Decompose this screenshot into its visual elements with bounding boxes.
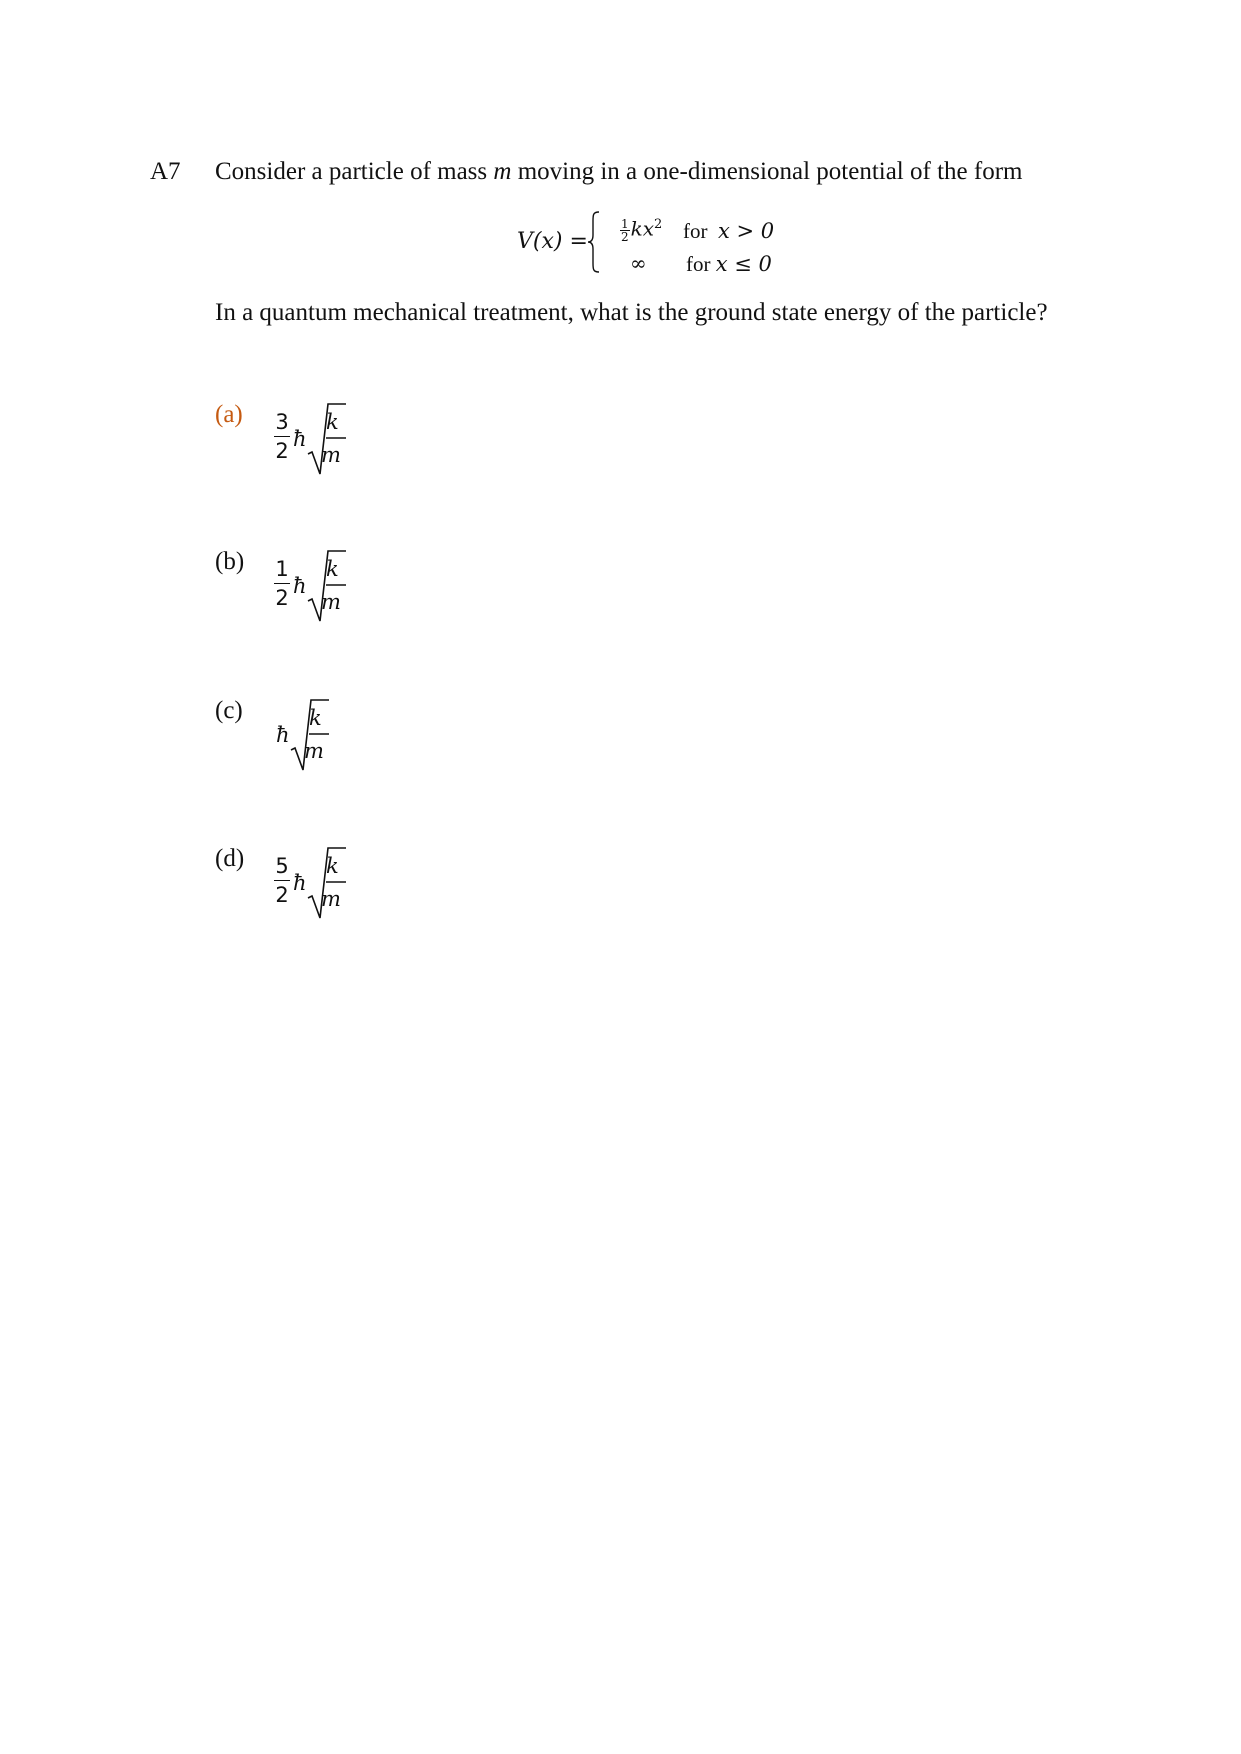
equation-case2-expression: ∞ <box>630 251 647 275</box>
stem-mass-variable: m <box>493 158 512 185</box>
question-stem <box>215 157 1022 187</box>
left-brace-icon <box>587 211 601 273</box>
equation-lhs: V(x) = <box>517 229 588 254</box>
option-d-hbar: ħ <box>293 871 307 895</box>
option-a-label[interactable]: (a) <box>215 401 243 428</box>
option-b-coefficient <box>274 557 290 610</box>
equation-case2-condition <box>686 251 772 277</box>
option-a-radicand-numerator: k <box>326 410 339 434</box>
option-b-hbar: ħ <box>293 574 307 598</box>
option-d-coef-numerator: 5 <box>275 854 289 878</box>
option-b-coef-numerator: 1 <box>275 557 289 581</box>
case1-fraction-numerator: 1 <box>621 216 629 231</box>
case2-cond-word: for <box>686 252 711 276</box>
option-b-radicand-denominator: m <box>321 590 341 614</box>
equation-case1-expression <box>620 213 662 243</box>
option-c-radicand-numerator: k <box>309 706 322 730</box>
option-b-label[interactable]: (b) <box>215 548 245 575</box>
case1-fraction <box>620 218 630 243</box>
option-b-coef-denominator: 2 <box>275 586 289 610</box>
option-a-coefficient <box>274 410 290 463</box>
option-a-hbar: ħ <box>293 427 307 451</box>
case1-expr: kx <box>630 216 655 241</box>
option-b-radicand-numerator: k <box>326 557 339 581</box>
option-c-label[interactable]: (c) <box>215 697 243 724</box>
case1-cond-word: for <box>683 219 708 243</box>
option-d-radicand-denominator: m <box>321 887 341 911</box>
option-a-coef-numerator: 3 <box>275 410 289 434</box>
option-c-hbar: ħ <box>276 723 290 747</box>
case1-cond-math: x > 0 <box>718 219 775 243</box>
option-d-coefficient <box>274 854 290 907</box>
case1-exponent: 2 <box>654 217 663 232</box>
option-a-coef-denominator: 2 <box>275 439 289 463</box>
question-follow-up: In a quantum mechanical treatment, what is the ground state energy of the particle? <box>215 299 1048 326</box>
case2-cond-math: x ≤ 0 <box>715 252 772 276</box>
option-d-coef-denominator: 2 <box>275 883 289 907</box>
option-d-radicand-numerator: k <box>326 854 339 878</box>
stem-text-before: Consider a particle of mass <box>215 158 494 185</box>
option-c-radicand-denominator: m <box>304 739 324 763</box>
stem-text-after: moving in a one-dimensional potential of the form <box>511 158 1023 185</box>
question-number: A7 <box>150 158 181 185</box>
option-d-label[interactable]: (d) <box>215 845 245 872</box>
option-a-radicand-denominator: m <box>321 443 341 467</box>
equation-case1-condition <box>683 218 774 244</box>
case1-fraction-denominator: 2 <box>621 229 629 244</box>
